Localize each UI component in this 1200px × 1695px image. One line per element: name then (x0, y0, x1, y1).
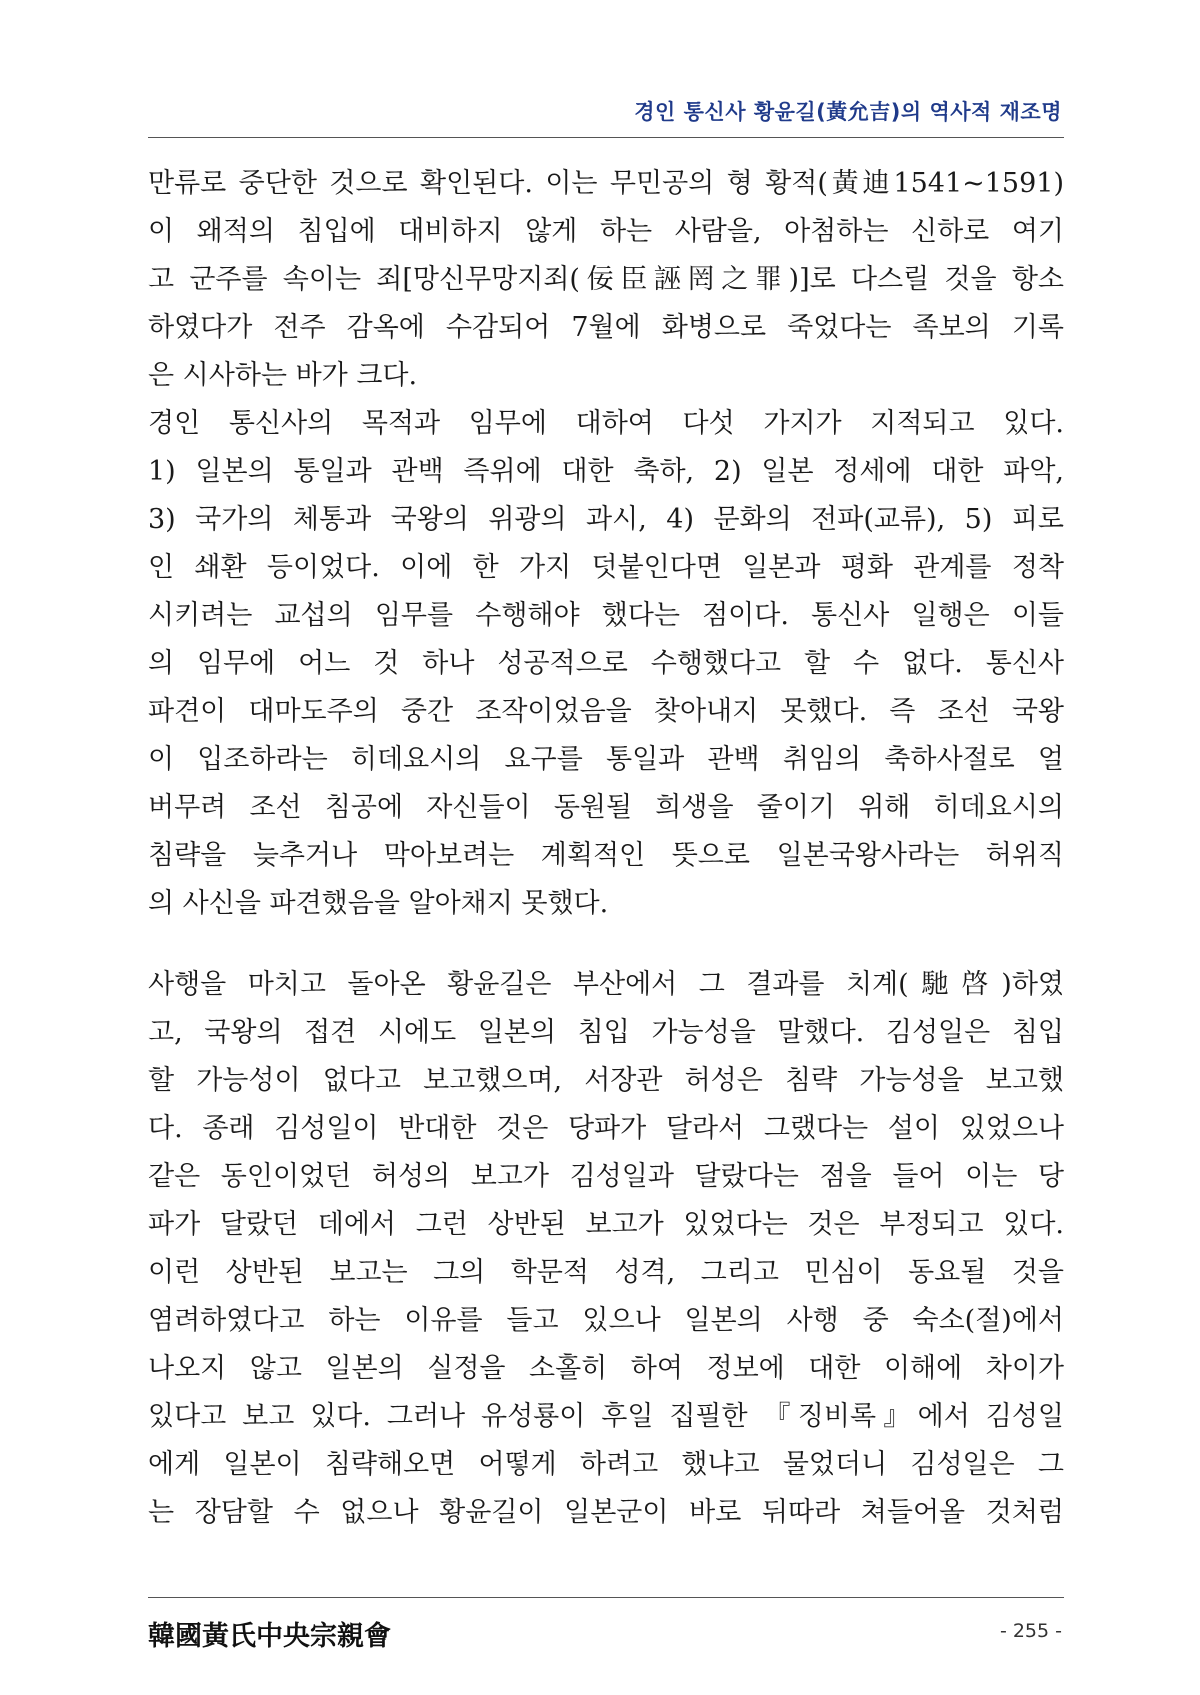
text-line: 하였다가 전주 감옥에 수감되어 7월에 화병으로 죽었다는 족보의 기록 (148, 312, 1064, 343)
text-line: 파견이 대마도주의 중간 조작이었음을 찾아내지 못했다. 즉 조선 국왕 (148, 696, 1064, 727)
text-line: 할 가능성이 없다고 보고했으며, 서장관 허성은 침략 가능성을 보고했 (148, 1065, 1064, 1096)
running-title: 경인 통신사 황윤길(黃允吉)의 역사적 재조명 (634, 100, 1062, 124)
text-line: 만류로 중단한 것으로 확인된다. 이는 무민공의 형 황적(黃迪1541~1591) (148, 168, 1064, 199)
text-line: 나오지 않고 일본의 실정을 소홀히 하여 정보에 대한 이해에 차이가 (148, 1353, 1064, 1384)
text-line: 의 사신을 파견했음을 알아채지 못했다. (148, 888, 609, 919)
page-number: - 255 - (999, 1620, 1062, 1642)
text-line: 은 시사하는 바가 크다. (148, 360, 418, 391)
text-line: 있다고 보고 있다. 그러나 유성룡이 후일 집필한 『징비록』에서 김성일 (148, 1401, 1064, 1432)
text-line: 염려하였다고 하는 이유를 들고 있으나 일본의 사행 중 숙소(절)에서 (148, 1305, 1064, 1336)
text-line: 3) 국가의 체통과 국왕의 위광의 과시, 4) 문화의 전파(교류), 5) 피로 (148, 504, 1064, 535)
text-line: 같은 동인이었던 허성의 보고가 김성일과 달랐다는 점을 들어 이는 당 (148, 1161, 1064, 1192)
text-line: 이런 상반된 보고는 그의 학문적 성격, 그리고 민심이 동요될 것을 (148, 1257, 1064, 1288)
text-line: 고, 국왕의 접견 시에도 일본의 침입 가능성을 말했다. 김성일은 침입 (148, 1017, 1064, 1048)
text-line: 사행을 마치고 돌아온 황윤길은 부산에서 그 결과를 치계(馳啓)하였 (148, 969, 1064, 1000)
footer-rule (148, 1597, 1064, 1598)
text-line: 시키려는 교섭의 임무를 수행해야 했다는 점이다. 통신사 일행은 이들 (148, 600, 1064, 631)
text-line: 버무려 조선 침공에 자신들이 동원될 희생을 줄이기 위해 히데요시의 (148, 792, 1064, 823)
body-text-block-1 (148, 160, 1064, 928)
header-rule (148, 137, 1064, 138)
text-line: 파가 달랐던 데에서 그런 상반된 보고가 있었다는 것은 부정되고 있다. (148, 1209, 1064, 1240)
text-line: 고 군주를 속이는 죄[망신무망지죄(佞臣誣罔之罪)]로 다스릴 것을 항소 (148, 264, 1064, 295)
text-line: 인 쇄환 등이었다. 이에 한 가지 덧붙인다면 일본과 평화 관계를 정착 (148, 552, 1064, 583)
text-line: 는 장담할 수 없으나 황윤길이 일본군이 바로 뒤따라 쳐들어올 것처럼 (148, 1497, 1064, 1528)
text-line: 1) 일본의 통일과 관백 즉위에 대한 축하, 2) 일본 정세에 대한 파악, (148, 456, 1064, 487)
text-line: 침략을 늦추거나 막아보려는 계획적인 뜻으로 일본국왕사라는 허위직 (148, 840, 1064, 871)
text-line: 에게 일본이 침략해오면 어떻게 하려고 했냐고 물었더니 김성일은 그 (148, 1449, 1064, 1480)
text-line: 의 임무에 어느 것 하나 성공적으로 수행했다고 할 수 없다. 통신사 (148, 648, 1064, 679)
text-line: 경인 통신사의 목적과 임무에 대하여 다섯 가지가 지적되고 있다. (148, 408, 1064, 439)
text-line: 이 입조하라는 히데요시의 요구를 통일과 관백 취임의 축하사절로 얼 (148, 744, 1064, 775)
body-text-block-2 (148, 961, 1064, 1537)
publisher-name: 韓國黃氏中央宗親會 (148, 1621, 391, 1652)
text-line: 이 왜적의 침입에 대비하지 않게 하는 사람을, 아첨하는 신하로 여기 (148, 216, 1064, 247)
text-line: 다. 종래 김성일이 반대한 것은 당파가 달라서 그랬다는 설이 있었으나 (148, 1113, 1064, 1144)
